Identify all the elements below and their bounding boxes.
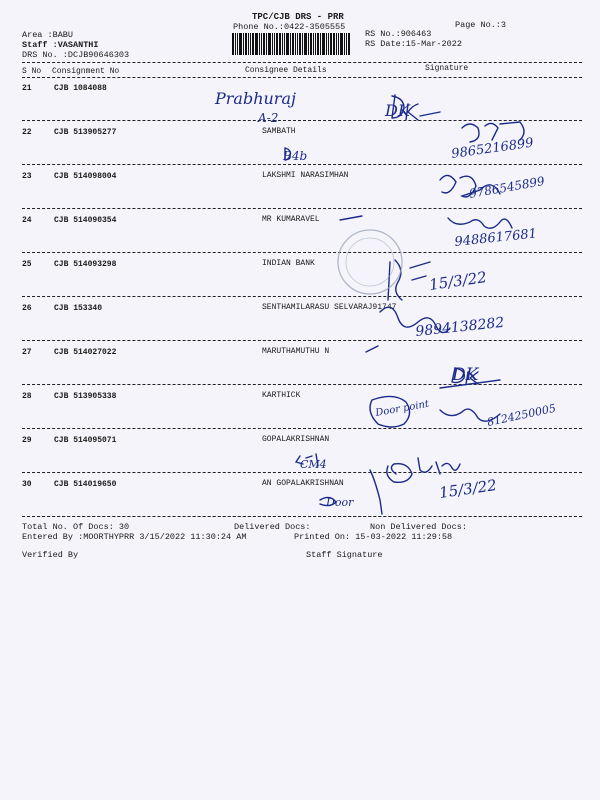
- row-sno: 25: [22, 260, 32, 269]
- page-number: Page No.:3: [455, 20, 507, 30]
- row-consignment-no: CJB 514095071: [54, 436, 117, 445]
- area-label: Area :BABU: [22, 30, 74, 40]
- phone-number: Phone No.:0422-3505555: [233, 22, 346, 32]
- drs-number: DRS No. :DCJB90646303: [22, 50, 130, 60]
- row-sno: 30: [22, 480, 32, 489]
- row-sno: 27: [22, 348, 32, 357]
- signature-mark: [340, 216, 362, 220]
- signature-mark: [370, 470, 382, 514]
- row-consignee: INDIAN BANK: [262, 259, 315, 268]
- handwritten-phone: 8124250005: [485, 401, 558, 429]
- handwritten-note: B4b: [283, 149, 308, 163]
- signature-mark: [448, 218, 512, 228]
- col-consignment: Consignment No: [52, 67, 120, 76]
- delivered-docs: Delivered Docs:: [234, 522, 311, 532]
- handwritten-initials: DK: [452, 365, 479, 385]
- signature-mark: [418, 458, 460, 474]
- divider: [22, 516, 582, 517]
- staff-label: Staff :VASANTHI: [22, 40, 99, 50]
- handwritten-initials: DK: [385, 101, 410, 120]
- row-sno: 26: [22, 304, 32, 313]
- rs-date: RS Date:15-Mar-2022: [365, 39, 462, 49]
- handwritten-date: 15/3/22: [428, 268, 488, 294]
- row-consignee: KARTHICK: [262, 391, 301, 400]
- signature-mark: [366, 346, 378, 352]
- row-sno: 28: [22, 392, 32, 401]
- signature-mark: [387, 464, 412, 483]
- row-sno: 22: [22, 128, 32, 137]
- col-sno: S No: [22, 67, 42, 76]
- rs-number: RS No.:906463: [365, 29, 432, 39]
- row-sno: 24: [22, 216, 32, 225]
- row-consignment-no: CJB 514027022: [54, 348, 117, 357]
- row-consignee: MR KUMARAVEL: [262, 215, 320, 224]
- signature-mark: [388, 260, 430, 300]
- document-title: TPC/CJB DRS - PRR: [252, 12, 344, 22]
- handwritten-note: Door point: [374, 398, 430, 419]
- non-delivered-docs: Non Delivered Docs:: [370, 522, 467, 532]
- row-consignee: GOPALAKRISHNAN: [262, 435, 330, 444]
- handwritten-phone: 9786545899: [468, 173, 546, 201]
- handwritten-note: Door: [326, 496, 354, 509]
- col-consignee: Consignee Details: [245, 66, 327, 75]
- col-signature: Signature: [425, 64, 469, 73]
- row-consignee: MARUTHAMUTHU N: [262, 347, 330, 356]
- row-consignment-no: CJB 513905338: [54, 392, 117, 401]
- handwritten-phone: 9865216899: [450, 135, 535, 162]
- handwritten-date: 15/3/22: [438, 476, 498, 502]
- row-consignee: SAMBATH: [262, 127, 296, 136]
- total-docs: Total No. Of Docs: 30: [22, 522, 130, 532]
- row-sno: 29: [22, 436, 32, 445]
- row-consignment-no: CJB 514098004: [54, 172, 117, 181]
- handwritten-phone: 9488617681: [453, 226, 538, 250]
- handwritten-note: CM4: [300, 458, 327, 471]
- row-consignment-no: CJB 1084088: [54, 84, 107, 93]
- handwritten-note: A-2: [258, 111, 279, 125]
- row-consignee: AN GOPALAKRISHNAN: [262, 479, 344, 488]
- row-sno: 23: [22, 172, 32, 181]
- row-consignee: LAKSHMI NARASIMHAN: [262, 171, 349, 180]
- row-consignee: SENTHAMILARASU SELVARAJ91747: [262, 303, 397, 312]
- handwritten-phone: 9894138282: [414, 314, 506, 340]
- row-consignment-no: CJB 153340: [54, 304, 103, 313]
- office-stamp: [338, 230, 402, 294]
- row-sno: 21: [22, 84, 32, 93]
- row-consignment-no: CJB 514093298: [54, 260, 117, 269]
- row-consignment-no: CJB 513905277: [54, 128, 117, 137]
- printed-on: Printed On: 15-03-2022 11:29:58: [294, 532, 453, 542]
- handwritten-name: Prabhuraj: [215, 89, 296, 108]
- staff-signature: Staff Signature: [306, 550, 383, 560]
- entered-by: Entered By :MOORTHYPRR 3/15/2022 11:30:24 AM: [22, 532, 247, 542]
- row-consignment-no: CJB 514019650: [54, 480, 117, 489]
- verified-by: Verified By: [22, 550, 79, 560]
- row-consignment-no: CJB 514090354: [54, 216, 117, 225]
